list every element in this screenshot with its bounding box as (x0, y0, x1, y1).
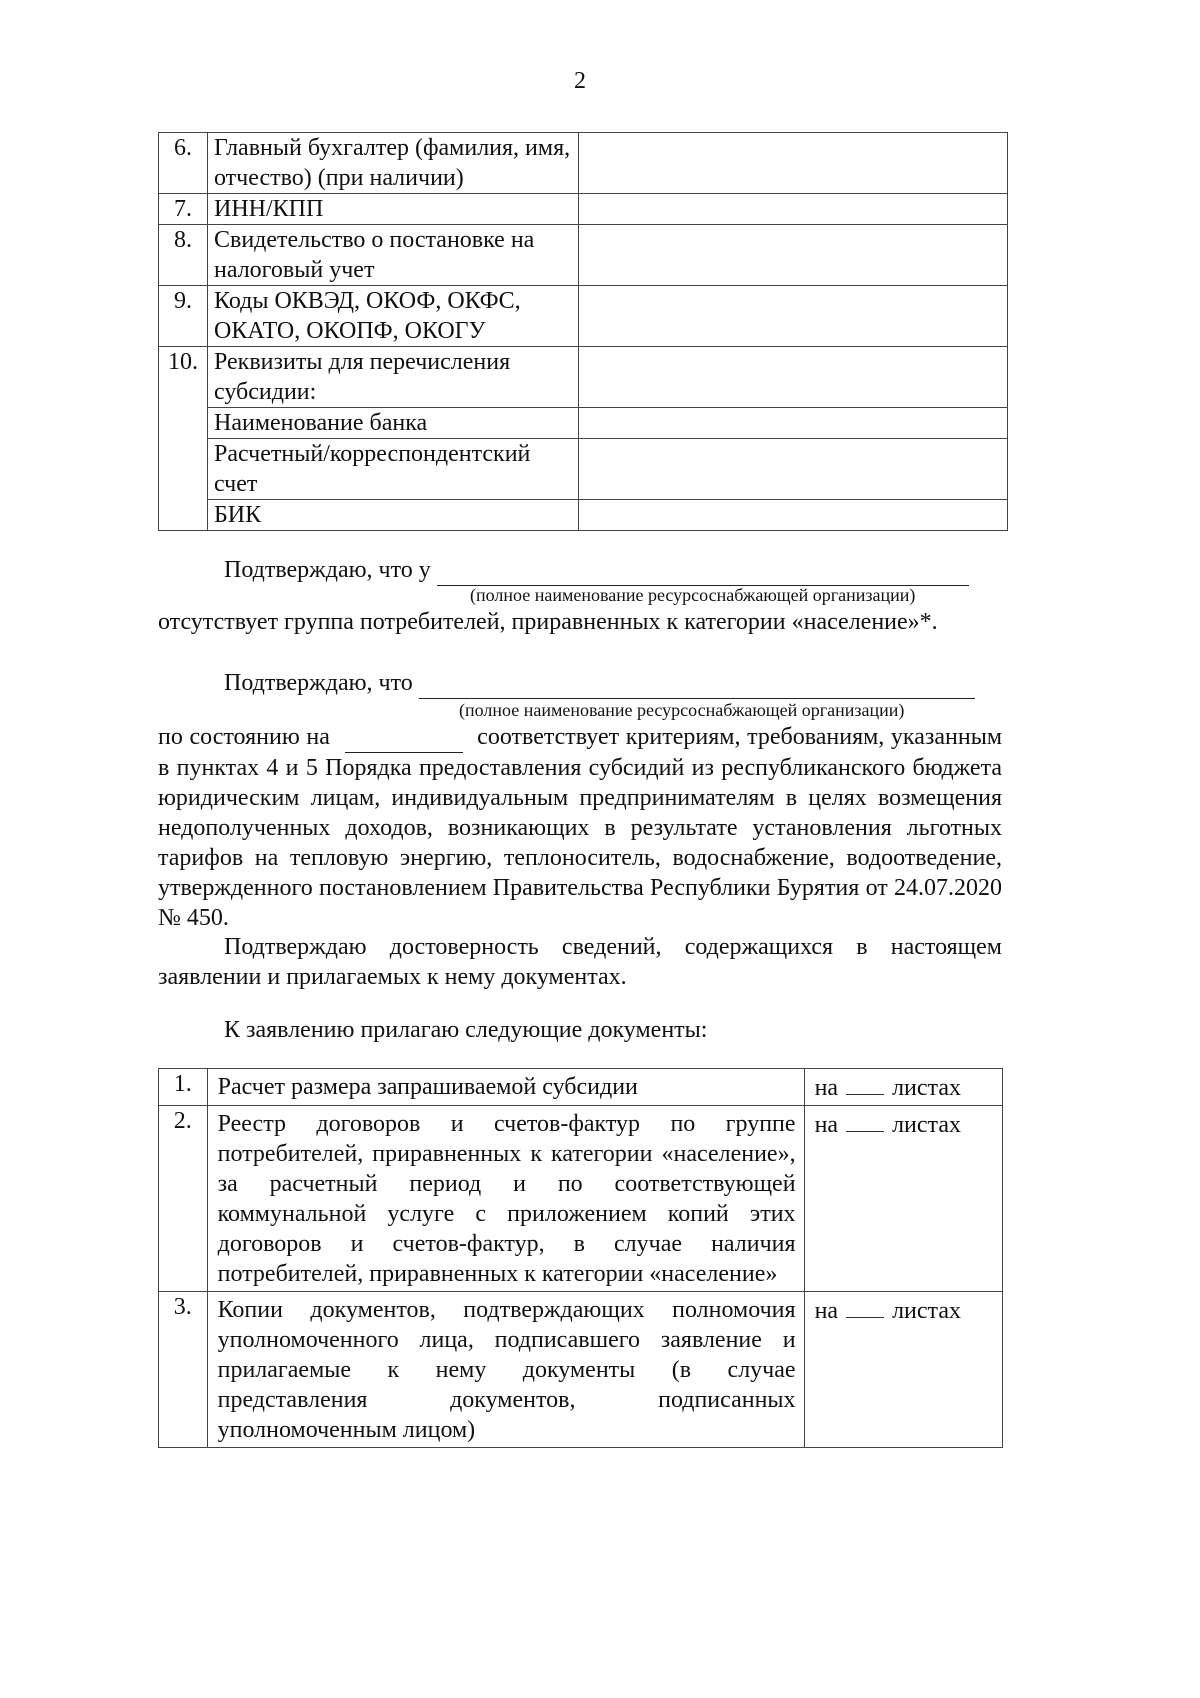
confirm2-before-blank: по состоянию на (158, 724, 330, 750)
row-value-field[interactable] (579, 286, 1008, 347)
bik-label: БИК (208, 500, 579, 531)
row-number: 1. (159, 1069, 208, 1106)
row-value-field[interactable] (579, 225, 1008, 286)
row-label: Свидетельство о постановке на налоговый учет (208, 225, 579, 286)
page-count-field[interactable] (846, 1295, 884, 1318)
row-number: 9. (159, 286, 208, 347)
row-label: Главный бухгалтер (фамилия, имя, отчество) (при наличии) (208, 133, 579, 194)
pages-suffix: листах (892, 1298, 961, 1324)
row-number: 6. (159, 133, 208, 194)
attachments-intro: К заявлению прилагаю следующие документы: (224, 1017, 708, 1043)
bank-name-field[interactable] (579, 408, 1008, 439)
row-number: 2. (159, 1106, 208, 1292)
confirm2-caption: (полное наименование ресурсоснабжающей организации) (459, 700, 905, 720)
row-value-field[interactable] (579, 133, 1008, 194)
row-value-field[interactable] (579, 194, 1008, 225)
table-row (159, 133, 1008, 194)
organization-name-field-1[interactable] (437, 555, 969, 586)
pages-prefix: на (814, 1298, 839, 1324)
page-count-cell (804, 1106, 1002, 1292)
row-number: 7. (159, 194, 208, 225)
row-label: ИНН/КПП (208, 194, 579, 225)
page-count-cell (804, 1069, 1002, 1106)
row-label: Реквизиты для перечисления субсидии: (208, 347, 579, 408)
document-description: Реестр договоров и счетов-фактур по группе потребителей, приравненных к категории «население», за расчетный период и по соответствующей коммунальной услуге с приложением копий этих договоров и счетов-фактур, в случае наличия потребителей, приравненных к категории «население» (207, 1106, 804, 1292)
table-subrow (159, 408, 1008, 439)
date-field[interactable] (345, 722, 463, 753)
table-row (159, 1069, 1003, 1106)
page-count-field[interactable] (846, 1072, 884, 1095)
confirm1-caption: (полное наименование ресурсоснабжающей организации) (470, 585, 916, 605)
row-label: Коды ОКВЭД, ОКОФ, ОКФС, ОКАТО, ОКОПФ, ОКОГУ (208, 286, 579, 347)
confirm2-text (158, 722, 1002, 933)
account-label: Расчетный/корреспондентский счет (208, 439, 579, 500)
pages-suffix: листах (892, 1112, 961, 1138)
page-count-field[interactable] (846, 1109, 884, 1132)
requisites-table (158, 132, 1008, 531)
document-description: Копии документов, подтверждающих полномочия уполномоченного лица, подписавшего заявление и прилагаемые к нему документы (в случае представления документов, подписанных уполномоченным лицом) (207, 1292, 804, 1448)
pages-prefix: на (814, 1075, 839, 1101)
bank-name-label: Наименование банка (208, 408, 579, 439)
confirm1-text: отсутствует группа потребителей, приравненных к категории «население»*. (158, 609, 938, 635)
table-subrow (159, 439, 1008, 500)
confirm1-prefix: Подтверждаю, что у (224, 557, 431, 583)
row-value-field[interactable] (579, 347, 1008, 408)
document-description: Расчет размера запрашиваемой субсидии (207, 1069, 804, 1106)
table-row (159, 347, 1008, 408)
pages-suffix: листах (892, 1075, 961, 1101)
page-count-cell (804, 1292, 1002, 1448)
row-number: 3. (159, 1292, 208, 1448)
account-field[interactable] (579, 439, 1008, 500)
confirm2-line (158, 668, 1002, 699)
confirm2-prefix: Подтверждаю, что (224, 670, 413, 696)
attachments-table (158, 1068, 1003, 1448)
bik-field[interactable] (579, 500, 1008, 531)
table-row (159, 286, 1008, 347)
page-number: 2 (574, 68, 586, 94)
confirm2-after-blank: соответствует критериям, требованиям, указанным в пунктах 4 и 5 Порядка предоставления субсидий из республиканского бюджета юридическим лицам, индивидуальным предпринимателям в целях возмещения недополученных доходов, возникающих в результате установления льготных тарифов на тепловую энергию, теплоноситель, водоснабжение, водоотведение, утвержденного постановлением Правительства Республики Бурятия от 24.07.2020 № 450. (158, 724, 1003, 931)
table-row (159, 225, 1008, 286)
row-number: 10. (159, 347, 208, 531)
row-number: 8. (159, 225, 208, 286)
table-row (159, 1292, 1003, 1448)
table-subrow (159, 500, 1008, 531)
pages-prefix: на (814, 1112, 839, 1138)
table-row (159, 1106, 1003, 1292)
confirm3-text: Подтверждаю достоверность сведений, содержащихся в настоящем заявлении и прилагаемых к нему документах. (158, 934, 1002, 990)
table-row (159, 194, 1008, 225)
confirm1-line (158, 555, 1002, 586)
organization-name-field-2[interactable] (419, 668, 975, 699)
